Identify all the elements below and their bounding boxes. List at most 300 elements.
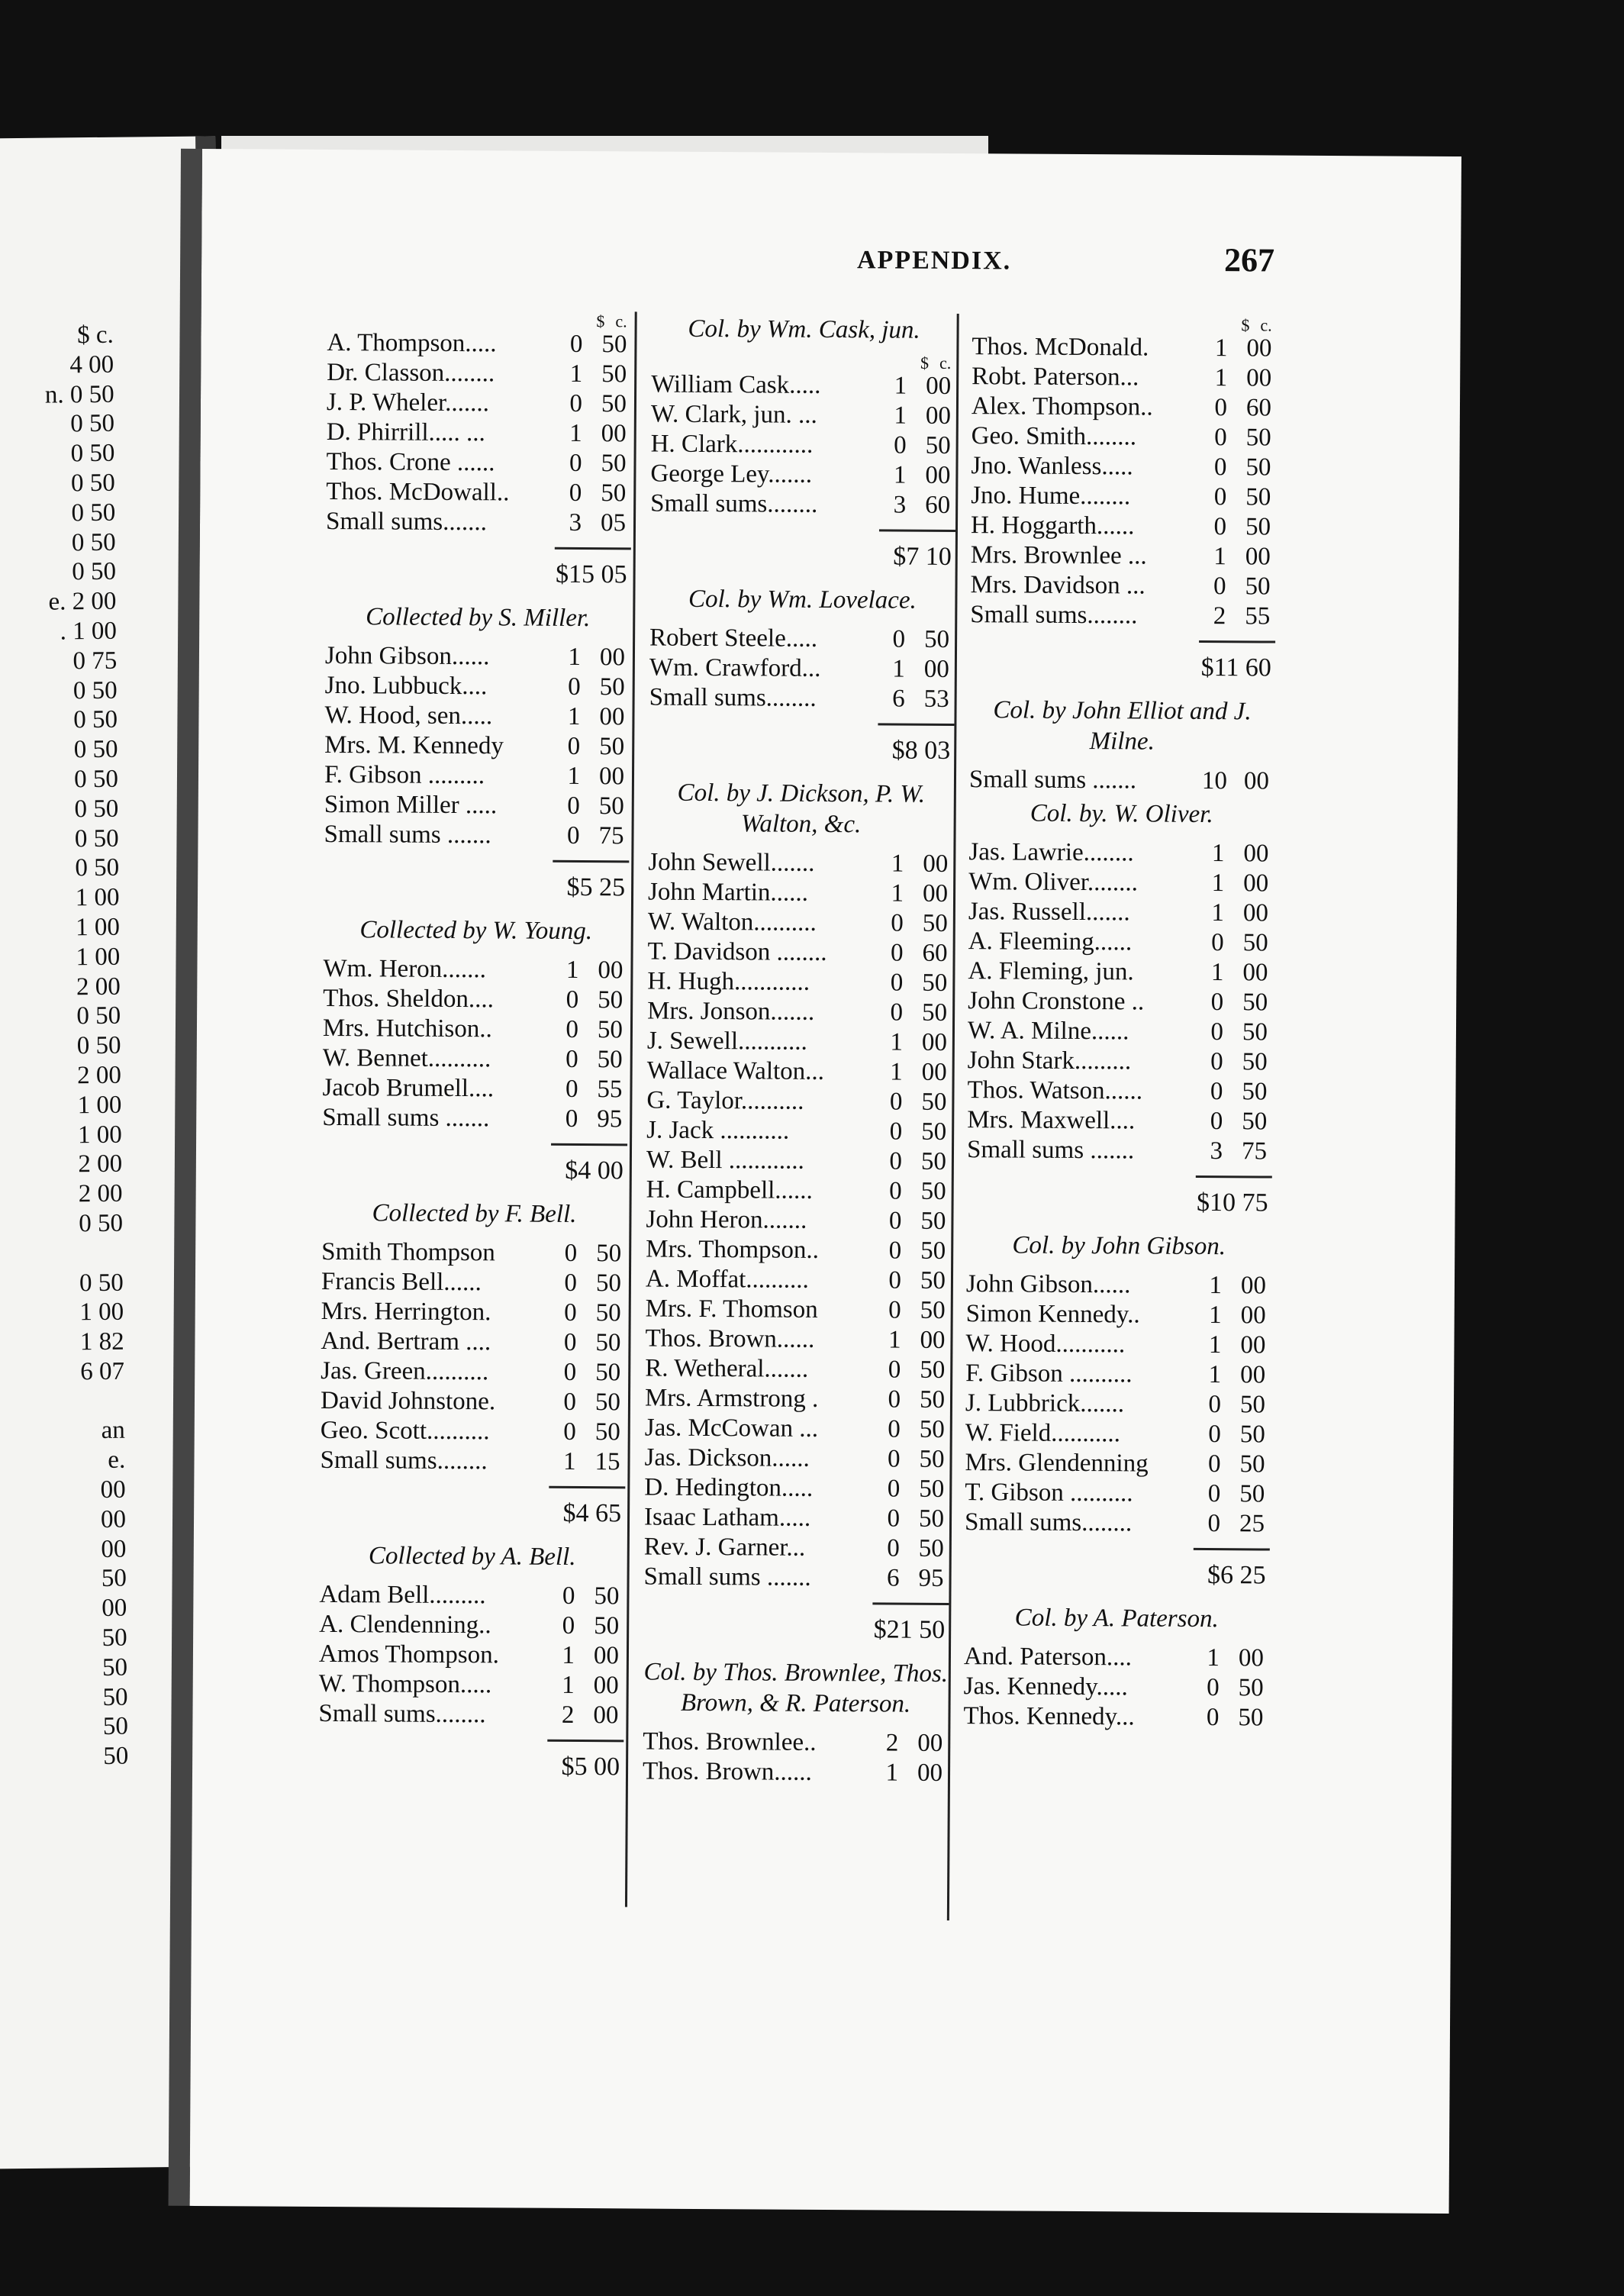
amount-cents: 50 <box>599 733 625 761</box>
dollar-label: $ <box>1241 315 1250 335</box>
subscriber-row <box>324 790 630 821</box>
subscriber-name: Small sums ....... <box>324 820 491 850</box>
subscriber-name: Small sums ....... <box>968 766 1137 795</box>
subscriber-row <box>319 1580 624 1611</box>
subscriber-row <box>965 1388 1271 1420</box>
amount-dollars: 1 <box>562 1641 575 1669</box>
subscriber-name: A. Thompson..... <box>327 328 497 358</box>
subscriber-name: Francis Bell...... <box>321 1267 482 1297</box>
subscriber-row <box>319 1669 624 1701</box>
subscriber-row <box>324 820 629 851</box>
amount-cents: 50 <box>597 1016 624 1044</box>
subscriber-row <box>648 908 953 939</box>
amount-cents: 00 <box>926 372 952 400</box>
amount-cents: 00 <box>601 420 627 448</box>
amount-dollars: 0 <box>1213 572 1226 601</box>
subscriber-name: Mrs. M. Kennedy <box>324 730 504 760</box>
amount-cents: 50 <box>1245 513 1271 541</box>
subscriber-name: John Heron....... <box>646 1205 807 1234</box>
subscriber-row <box>967 1105 1272 1137</box>
left-page-amount: 0 50 <box>70 410 115 438</box>
subscriber-name: Mrs. Thompson.. <box>646 1235 820 1264</box>
subscriber-name: Robert Steele..... <box>649 624 818 653</box>
amount-dollars: 0 <box>566 821 580 850</box>
subtotal: $10 75 <box>1196 1188 1268 1217</box>
amount-dollars: 0 <box>887 1475 901 1503</box>
subtotal: $21 50 <box>873 1615 946 1644</box>
subscriber-name: Jas. Kennedy..... <box>963 1672 1128 1701</box>
amount-dollars: 0 <box>889 1177 902 1205</box>
subscriber-row <box>326 507 631 538</box>
subscriber-name: Simon Miller ..... <box>324 790 498 820</box>
subscriber-row <box>318 1699 624 1730</box>
subscriber-row <box>965 1448 1270 1479</box>
left-page-amount: 0 50 <box>73 765 119 794</box>
subscriber-row <box>323 954 628 985</box>
subscriber-name: Thos. Brown...... <box>645 1324 815 1353</box>
subscriber-name: John Stark......... <box>967 1046 1132 1075</box>
amount-cents: 55 <box>597 1075 623 1104</box>
amount-dollars: 1 <box>567 702 581 731</box>
amount-dollars: 1 <box>1214 334 1228 363</box>
left-page-amount: e. <box>108 1446 126 1475</box>
amount-dollars: 0 <box>1206 1704 1220 1732</box>
subscriber-name: Wm. Heron....... <box>323 954 487 984</box>
amount-dollars: 0 <box>1210 1078 1223 1106</box>
amount-cents: 50 <box>595 1299 621 1327</box>
subscriber-name: Small sums........ <box>650 489 818 518</box>
subscriber-name: F. Gibson ......... <box>324 760 485 790</box>
amount-dollars: 0 <box>894 431 907 460</box>
subscriber-row <box>971 540 1276 572</box>
left-page-amount: 0 50 <box>79 1269 124 1297</box>
subscriber-row <box>650 460 955 491</box>
amount-cents: 50 <box>920 1207 946 1235</box>
page <box>190 149 1461 2214</box>
left-page-amount <box>0 1238 124 1269</box>
amount-dollars: 0 <box>569 449 582 478</box>
amount-cents: 50 <box>922 998 948 1027</box>
amount-dollars: 0 <box>1210 1048 1223 1076</box>
amount-cents: 00 <box>1243 767 1270 795</box>
subscriber-name: Mrs. Herrington. <box>321 1297 491 1327</box>
subscriber-row <box>968 1016 1273 1047</box>
subscriber-row <box>970 600 1275 631</box>
subscriber-name: Mrs. Maxwell.... <box>967 1106 1136 1135</box>
amount-cents: 50 <box>923 625 950 653</box>
subscriber-row <box>327 388 632 419</box>
amount-dollars: 0 <box>1214 424 1227 452</box>
collector-heading: Collected by A. Bell. <box>368 1542 576 1571</box>
subscriber-row <box>327 358 632 389</box>
subtotal: $7 10 <box>893 542 952 571</box>
amount-dollars: 0 <box>892 625 906 653</box>
subscriber-row <box>649 683 955 714</box>
amount-cents: 50 <box>1245 483 1271 511</box>
subscriber-name: W. A. Milne...... <box>967 1017 1129 1046</box>
subscriber-row <box>645 1324 950 1356</box>
amount-cents: 50 <box>920 1177 946 1205</box>
subscriber-row <box>645 1414 950 1445</box>
subscriber-row <box>647 1056 952 1088</box>
subscriber-row <box>321 1416 626 1447</box>
amount-cents: 00 <box>1246 364 1272 392</box>
amount-cents: 50 <box>1239 1391 1266 1419</box>
subscriber-row <box>645 1354 950 1385</box>
amount-dollars: 1 <box>569 360 583 389</box>
collector-heading: Col. by. W. Oliver. <box>1030 799 1213 829</box>
amount-dollars: 1 <box>569 419 582 448</box>
amount-dollars: 6 <box>892 685 905 713</box>
amount-cents: 00 <box>1240 1272 1267 1300</box>
subscriber-row <box>967 1135 1272 1166</box>
subscriber-name: Jno. Hume........ <box>971 482 1131 511</box>
subscriber-row <box>644 1503 949 1534</box>
cents-label: c. <box>615 311 627 331</box>
subscriber-name: John Sewell....... <box>648 848 815 877</box>
subtotal: $15 05 <box>556 559 627 589</box>
collector-heading: Col. by John Gibson. <box>1012 1231 1226 1261</box>
subscriber-row <box>651 400 956 431</box>
subscriber-name: W. Bell ............ <box>646 1146 804 1175</box>
amount-dollars: 0 <box>889 1088 903 1116</box>
subscriber-row <box>644 1443 949 1475</box>
amount-cents: 00 <box>1240 1361 1266 1389</box>
subscriber-name: A. Moffat.......... <box>645 1265 809 1294</box>
subscriber-name: H. Hoggarth...... <box>970 511 1135 540</box>
amount-dollars: 0 <box>565 1075 578 1103</box>
amount-cents: 50 <box>1242 988 1268 1017</box>
amount-dollars: 0 <box>562 1611 575 1640</box>
amount-cents: 50 <box>1242 929 1268 957</box>
amount-dollars: 0 <box>563 1388 577 1416</box>
amount-cents: 50 <box>595 1269 622 1298</box>
subscriber-name: Geo. Scott.......... <box>320 1416 490 1446</box>
subscriber-row <box>964 1672 1269 1703</box>
subscriber-name: W. Clark, jun. ... <box>650 400 817 429</box>
amount-dollars: 0 <box>566 1015 579 1043</box>
subscriber-name: Thos. Crone ...... <box>326 447 495 477</box>
subscriber-row <box>646 1146 952 1177</box>
amount-cents: 50 <box>1242 1048 1268 1076</box>
amount-dollars: 1 <box>1211 869 1225 898</box>
amount-cents: 50 <box>601 360 627 389</box>
amount-dollars: 0 <box>888 1266 902 1295</box>
subscriber-name: G. Taylor.......... <box>646 1086 804 1115</box>
left-page-amount: 1 00 <box>75 913 121 942</box>
subscriber-row <box>963 1701 1268 1733</box>
amount-dollars: 0 <box>1211 929 1224 957</box>
subscriber-row <box>968 897 1274 928</box>
amount-dollars: 0 <box>564 1298 577 1327</box>
amount-cents: 50 <box>918 1504 945 1533</box>
subscriber-row <box>971 511 1276 542</box>
subscriber-name: W. Bennet.......... <box>322 1043 491 1073</box>
subscriber-row <box>646 1235 951 1266</box>
left-page-amount: 0 50 <box>71 528 116 556</box>
amount-cents: 50 <box>1239 1420 1265 1449</box>
subscriber-row <box>647 967 952 998</box>
amount-cents: 60 <box>922 939 948 967</box>
subscriber-name: H. Campbell...... <box>646 1175 813 1204</box>
amount-cents: 50 <box>601 331 627 359</box>
left-page-amount: 50 <box>101 1565 127 1593</box>
subscriber-name: Adam Bell......... <box>319 1580 486 1610</box>
left-page-amount: 0 50 <box>79 1209 124 1238</box>
subscriber-name: Thos. Brown...... <box>642 1757 812 1786</box>
amount-cents: 50 <box>595 1329 621 1357</box>
amount-dollars: 1 <box>892 655 905 683</box>
subscriber-name: Small sums ....... <box>322 1103 490 1133</box>
subscriber-row <box>324 730 630 762</box>
subscriber-row <box>649 653 955 685</box>
amount-cents: 50 <box>601 479 627 508</box>
amount-dollars: 1 <box>891 879 904 908</box>
amount-cents: 15 <box>594 1448 620 1476</box>
amount-dollars: 0 <box>563 1417 576 1446</box>
left-page-amount: 0 50 <box>73 735 118 764</box>
left-page-amount: 2 00 <box>77 1061 122 1090</box>
amount-dollars: 3 <box>569 508 582 537</box>
left-page-amount: 0 50 <box>72 676 118 705</box>
amount-dollars: 2 <box>1213 602 1226 630</box>
amount-dollars: 0 <box>565 1104 578 1133</box>
subscriber-name: David Johnstone. <box>320 1386 496 1416</box>
amount-cents: 50 <box>1238 1704 1264 1732</box>
subscriber-row <box>651 430 956 461</box>
left-page-amount: 0 50 <box>70 439 115 468</box>
amount-cents: 00 <box>593 1642 620 1670</box>
subscriber-name: H. Clark............ <box>650 430 814 459</box>
subscriber-name: Jas. Dickson...... <box>644 1443 810 1472</box>
cents-label: c. <box>939 353 952 372</box>
amount-dollars: 0 <box>889 1117 903 1146</box>
subtotal: $4 00 <box>565 1156 624 1185</box>
amount-cents: 50 <box>1242 1078 1268 1106</box>
amount-dollars: 0 <box>1210 988 1224 1017</box>
amount-dollars: 1 <box>568 643 582 672</box>
subscriber-row <box>647 937 952 969</box>
subscriber-name: Small sums........ <box>649 683 817 712</box>
collector-heading: Col. by Wm. Lovelace. <box>688 585 917 614</box>
subscriber-name: Small sums....... <box>325 507 488 537</box>
subscriber-name: W. Hood, sen..... <box>324 701 493 730</box>
subscriber-name: And. Bertram .... <box>321 1327 491 1356</box>
subscriber-name: F. Gibson .......... <box>965 1359 1133 1388</box>
subscriber-name: A. Clendenning.. <box>319 1610 491 1640</box>
amount-dollars: 0 <box>887 1445 901 1473</box>
subscriber-row <box>325 671 630 702</box>
amount-cents: 60 <box>925 491 951 519</box>
amount-dollars: 1 <box>566 956 579 984</box>
subscriber-name: W. Walton.......... <box>647 908 817 937</box>
subscriber-row <box>971 451 1276 482</box>
subscriber-row <box>644 1473 949 1504</box>
subscriber-row <box>965 1329 1271 1360</box>
subscriber-name: J. Lubbrick....... <box>965 1389 1125 1418</box>
subscriber-row <box>968 1046 1273 1077</box>
amount-dollars: 0 <box>888 1385 901 1414</box>
currency-header <box>972 315 1278 334</box>
subscriber-row <box>647 997 952 1028</box>
subscriber-name: Mrs. Glendenning <box>965 1449 1149 1478</box>
amount-cents: 50 <box>919 1415 945 1443</box>
subtotal: $6 25 <box>1207 1561 1266 1590</box>
amount-dollars: 0 <box>564 1269 578 1297</box>
subscriber-row <box>323 1014 628 1045</box>
subscriber-row <box>643 1727 948 1759</box>
subscriber-row <box>965 1508 1270 1539</box>
amount-dollars: 0 <box>890 969 904 997</box>
subscriber-name: T. Gibson .......... <box>965 1479 1133 1508</box>
amount-dollars: 0 <box>1208 1391 1222 1419</box>
subscriber-name: Amos Thompson. <box>318 1640 499 1669</box>
amount-dollars: 0 <box>888 1415 901 1443</box>
amount-dollars: 2 <box>885 1729 899 1757</box>
subscriber-row <box>969 765 1274 796</box>
page-number: 267 <box>1224 241 1275 279</box>
subscriber-row <box>644 1533 949 1564</box>
column-1 <box>318 311 633 1792</box>
amount-cents: 00 <box>925 401 952 430</box>
amount-dollars: 0 <box>1214 394 1228 422</box>
collector-heading: Col. by Wm. Cask, jun. <box>688 314 920 344</box>
amount-dollars: 0 <box>1210 1018 1224 1046</box>
subscriber-row <box>971 481 1276 512</box>
amount-cents: 00 <box>599 643 626 672</box>
amount-cents: 50 <box>920 1296 946 1324</box>
amount-dollars: 0 <box>569 479 582 508</box>
amount-cents: 50 <box>919 1445 945 1473</box>
subscriber-row <box>972 362 1277 393</box>
left-page-amounts <box>0 321 128 1773</box>
amount-dollars: 0 <box>889 1147 903 1175</box>
left-page-amount: 2 00 <box>78 1150 123 1179</box>
amount-dollars: 0 <box>890 939 904 967</box>
subscriber-row <box>650 489 955 521</box>
subscriber-row <box>970 570 1275 601</box>
subscriber-name: Mrs. Brownlee ... <box>970 541 1147 570</box>
amount-cents: 50 <box>1239 1450 1265 1479</box>
amount-cents: 50 <box>601 450 627 478</box>
subscriber-row <box>321 1297 627 1328</box>
left-page-amount: 1 82 <box>79 1327 124 1356</box>
amount-cents: 75 <box>598 822 624 850</box>
subscriber-name: Smith Thompson <box>321 1237 495 1267</box>
subtotal: $5 25 <box>566 872 626 902</box>
subscriber-row <box>319 1610 624 1641</box>
subscriber-name: D. Phirrill..... ... <box>326 418 485 447</box>
subscriber-row <box>968 956 1273 988</box>
left-page-amount: . 1 00 <box>60 617 118 646</box>
amount-cents: 50 <box>594 1418 620 1446</box>
subscriber-name: Dr. Classon........ <box>327 358 495 388</box>
subscriber-name: Simon Kennedy.. <box>965 1300 1140 1329</box>
left-page-amount: 0 50 <box>74 824 119 853</box>
subscriber-name: Isaac Latham..... <box>643 1503 811 1532</box>
amount-cents: 00 <box>598 956 624 985</box>
subscriber-row <box>321 1327 626 1358</box>
subscriber-row <box>965 1359 1271 1390</box>
amount-cents: 50 <box>920 1147 947 1175</box>
left-page-amount: 1 00 <box>79 1298 124 1327</box>
subscriber-name: Thos. Watson...... <box>967 1076 1143 1105</box>
subscriber-row <box>646 1086 952 1117</box>
subscriber-name: Wallace Walton... <box>646 1056 825 1085</box>
amount-dollars: 3 <box>893 491 907 519</box>
subscriber-name: John Gibson...... <box>965 1270 1131 1299</box>
amount-dollars: 0 <box>566 985 579 1014</box>
subscriber-name: Geo. Smith........ <box>971 422 1137 451</box>
amount-dollars: 0 <box>564 1239 578 1267</box>
amount-cents: 50 <box>601 390 627 418</box>
subscriber-name: Jacob Brumell.... <box>322 1073 495 1103</box>
amount-dollars: 1 <box>562 1671 575 1699</box>
left-page-amount: 6 07 <box>80 1357 125 1386</box>
subscriber-name: A. Fleming, jun. <box>968 957 1134 986</box>
subscriber-name: Thos. Kennedy... <box>963 1702 1135 1731</box>
amount-dollars: 1 <box>890 1058 903 1086</box>
left-page-amount: $ c. <box>76 321 114 350</box>
amount-cents: 50 <box>920 1266 946 1295</box>
subscriber-row <box>972 421 1277 453</box>
left-page-amount: 50 <box>102 1683 128 1711</box>
amount-dollars: 0 <box>562 1582 575 1610</box>
left-page-amount: 0 50 <box>76 1002 121 1030</box>
collector-heading: Col. by A. Paterson. <box>1014 1604 1219 1633</box>
amount-cents: 95 <box>918 1564 944 1592</box>
subscriber-name: Mrs. Armstrong . <box>644 1384 819 1413</box>
collector-heading: Collected by W. Young. <box>359 916 593 946</box>
subscriber-row <box>646 1265 951 1296</box>
subscriber-row <box>964 1642 1269 1673</box>
subscriber-row <box>319 1640 624 1671</box>
amount-dollars: 0 <box>569 330 583 359</box>
left-page-amount: 2 00 <box>76 972 121 1001</box>
subscriber-name: Small sums ....... <box>643 1562 811 1591</box>
subscriber-row <box>972 332 1277 363</box>
amount-cents: 60 <box>1245 394 1272 422</box>
left-page-amount: 1 00 <box>77 1121 122 1149</box>
collector-heading: Col. by Thos. Brownlee, Thos. Brown, & R. Paterson. <box>643 1658 949 1718</box>
amount-cents: 50 <box>598 792 624 821</box>
amount-dollars: 1 <box>890 1028 903 1056</box>
subtotal: $5 00 <box>561 1752 620 1782</box>
subscriber-row <box>320 1446 625 1477</box>
amount-dollars: 0 <box>568 672 581 701</box>
subscriber-row <box>321 1267 627 1298</box>
subscriber-name: John Gibson...... <box>324 641 490 671</box>
amount-dollars: 1 <box>562 1447 576 1475</box>
subscriber-name: Jas. Lawrie........ <box>968 838 1134 867</box>
left-page-amount: 0 50 <box>75 854 120 882</box>
amount-cents: 50 <box>1245 572 1271 601</box>
amount-cents: 95 <box>597 1105 623 1133</box>
subscriber-row <box>326 447 631 479</box>
subscriber-row <box>327 418 632 449</box>
amount-cents: 50 <box>598 986 624 1014</box>
amount-cents: 50 <box>597 1046 623 1074</box>
subscriber-row <box>966 1269 1271 1301</box>
amount-cents: 50 <box>1245 424 1271 452</box>
subscriber-name: George Ley....... <box>650 460 813 489</box>
amount-dollars: 0 <box>1213 513 1227 541</box>
amount-cents: 50 <box>921 1088 947 1116</box>
amount-dollars: 1 <box>1210 959 1224 987</box>
subscriber-name: Thos. Brownlee.. <box>643 1727 817 1756</box>
subscriber-name: Small sums........ <box>970 601 1138 630</box>
amount-cents: 00 <box>923 850 949 878</box>
